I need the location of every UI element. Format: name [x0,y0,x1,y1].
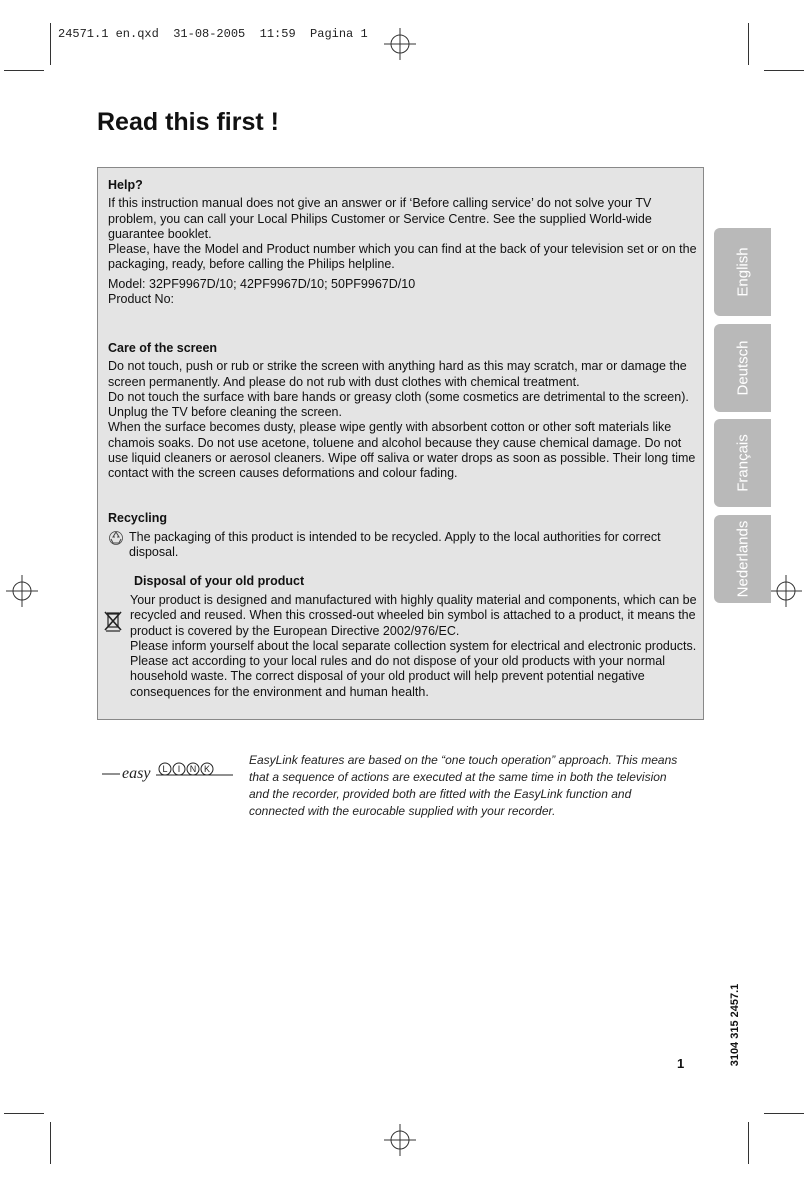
easylink-letter-n: N [189,764,197,774]
care-paragraph-1: Do not touch, push or rub or strike the screen with anything hard as this may scratch, mar or damage the screen permanently. And please do not rub with dust clothes with chemical treatment. [108,359,687,389]
model-number: Model: 32PF9967D/10; 42PF9967D/10; 50PF9967D/10 [108,276,416,291]
easylink-logo-word: easy [122,765,151,782]
page-title: Read this first ! [97,108,279,136]
easylink-logo [100,758,235,788]
registration-mark-right [770,575,802,607]
tab-nederlands[interactable] [714,515,771,603]
care-section [108,341,698,482]
help-paragraph-2: Please, have the Model and Product number which you can find at the back of your television set or on the packaging, ready, before calling the Philips helpline. [108,242,697,272]
care-heading: Care of the screen [108,341,218,355]
tab-deutsch-label: Deutsch [734,340,751,396]
disposal-text [130,593,704,700]
tab-english[interactable] [714,228,771,316]
recycling-text [129,530,691,561]
help-section [108,178,698,307]
recycling-section [108,511,698,526]
disposal-paragraph-1: Your product is designed and manufactured with highly quality material and components, which can be recycled and reused. When this crossed-out wheeled bin symbol is attached to a product, it means the product is covered by the European Directive 2002/976/EC. [130,593,697,638]
easylink-description: EasyLink features are based on the “one touch operation” approach. This means that a sequence of actions are executed at the same time in both the television and the recorder, provided both are fitted with the EasyLink function and connected with the eurocable supplied with your recorder. [249,753,678,818]
tab-francais-label: Français [734,434,751,492]
registration-mark-bottom [384,1124,416,1156]
recycling-paragraph: The packaging of this product is intended to be recycled. Apply to the local authorities for correct disposal. [129,530,661,560]
disposal-heading: Disposal of your old product [134,574,305,588]
tab-francais[interactable] [714,419,771,507]
document-code-text: 3104 315 2457.1 [729,983,741,1067]
easylink-letter-i: I [177,764,181,774]
document-code [727,985,743,1065]
file-slug: 24571.1 en.qxd 31-08-2005 11:59 Pagina 1 [58,27,368,41]
product-number: Product No: [108,292,175,307]
disposal-heading-wrap [134,574,694,589]
help-heading: Help? [108,178,143,192]
tab-deutsch[interactable] [714,324,771,412]
care-paragraph-3: When the surface becomes dusty, please wipe gently with absorbent cotton or other soft materials like chamois soaks. Do not use acetone, toluene and alcohol because they cause chemical damage. Do not use liquid cleaners or aerosol cleaners. Wipe off saliva or water drops as soon as possible. Their long time contact with the screen causes deformations and colour fading. [108,420,696,481]
help-paragraph-1: If this instruction manual does not give an answer or if ‘Before calling service’ do not solve your TV problem, you can call your Local Philips Customer or Service Centre. See the supplied World-wide guarantee booklet. [108,196,652,241]
easylink-letter-k: K [203,764,211,774]
recycle-icon [108,530,124,546]
crossed-bin-icon [104,610,122,632]
care-paragraph-2: Do not touch the surface with bare hands or greasy cloth (some cosmetics are detrimental to the screen). Unplug the TV before cleaning the screen. [108,389,689,420]
recycling-heading: Recycling [108,511,168,525]
disposal-paragraph-2: Please inform yourself about the local separate collection system for electrical and electronic products. Please act according to your local rules and do not dispose of your old products with your normal household waste. The correct disposal of your old product will help prevent potential negative consequences for the environment and human health. [130,638,697,699]
page-number: 1 [677,1056,685,1071]
registration-mark-top [384,28,416,60]
tab-english-label: English [734,247,751,297]
tab-nederlands-label: Nederlands [734,520,751,598]
registration-mark-left [6,575,38,607]
easylink-letter-l: L [162,764,168,774]
